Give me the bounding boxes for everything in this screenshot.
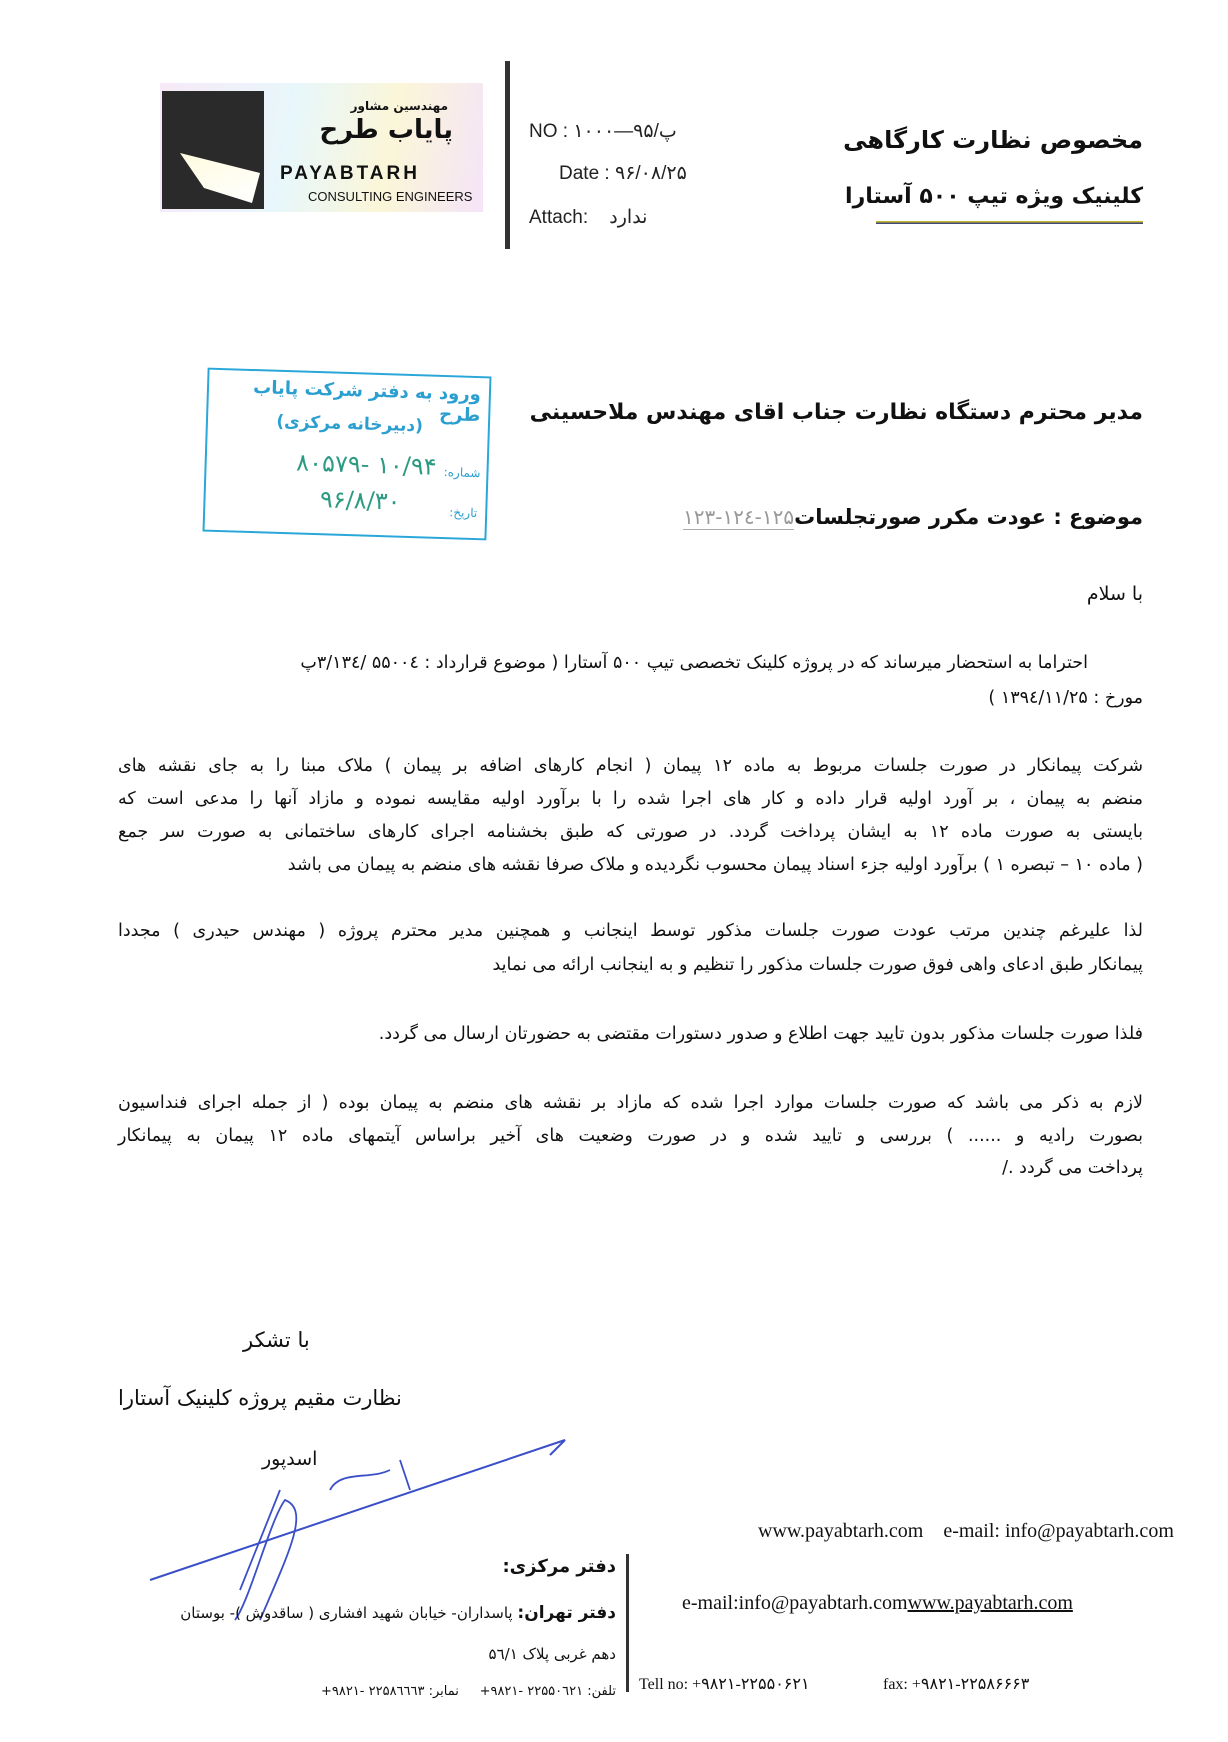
closing-signatory: نظارت مقیم پروژه کلینیک آستارا — [118, 1386, 402, 1410]
company-logo — [160, 83, 483, 212]
footer-phones-fa — [321, 1684, 616, 1699]
footer-website-bottom[interactable]: www.payabtarh.com — [907, 1592, 1073, 1614]
paragraph-3-line-2: پیمانکار طبق ادعای واهی فوق صورت جلسات مذکور را تنظیم و به اینجانب ارائه می نماید — [492, 955, 1143, 975]
signatory-name: اسدپور — [262, 1448, 318, 1470]
footer-tell-en: Tell no: +۹۸۲۱-۲۲۵۵۰۶۲۱ — [639, 1676, 810, 1693]
paragraph-3-line-1: لذا علیرغم چندین مرتب عودت صورت جلسات مذکور توسط اینجانب و همچنین مدیر محترم پروژه ( مهندس حیدری ) مجددا — [118, 921, 1143, 941]
header-underline — [876, 221, 1143, 224]
footer-top-contacts — [758, 1520, 1174, 1543]
attach-value: ندارد — [609, 207, 648, 228]
paragraph-2-line-2: منضم به پیمان ، بر آورد اولیه قرار داده و کار های اجرا شده را با برآورد اولیه مقایسه نموده و مازاد آنها را مدعی است که — [118, 789, 1143, 809]
footer-website-top[interactable]: www.payabtarh.com — [758, 1520, 924, 1542]
salutation: با سلام — [1086, 583, 1143, 605]
header-title: مخصوص نظارت کارگاهی — [843, 126, 1143, 154]
footer-fax-fa: نمابر: ۲۲۵۸٦٦٦۳ -۹۸۲۱+ — [320, 1684, 459, 1699]
logo-en: PAYABTARH — [280, 163, 420, 184]
paragraph-1-line-2: مورخ : ۱۳۹٤/۱۱/۲۵ ) — [988, 688, 1143, 708]
paragraph-2-line-1: شرکت پیمانکار در صورت جلسات مربوط به ماده ۱۲ پیمان ( انجام کارهای اضافه بر پیمان ) ملاک مبنا را به جای نقشه های — [118, 756, 1144, 776]
paragraph-4-line-1: فلذا صورت جلسات مذکور بدون تایید جهت اطلاع و صدور دستورات مقتضی به حضورتان ارسال می گردد. — [378, 1024, 1143, 1044]
footer-bottom-contacts — [682, 1592, 1073, 1615]
logo-fa-small: مهندسین مشاور — [350, 99, 448, 113]
subject-handwritten-numbers: ۱۲۵-۱۲٤-۱۲۳ — [682, 505, 795, 529]
paragraph-5-line-1: لازم به ذکر می باشد که صورت جلسات موارد اجرا شده که مازاد بر نقشه های منضم به پیمان بوده ( از جمله اجرای فنداسیون — [118, 1093, 1143, 1113]
stamp-date-value: ۹۶/۸/۳۰ — [319, 485, 401, 516]
footer-central-office: دفتر مرکزی: — [502, 1556, 616, 1577]
logo-fa: پایاب طرح — [319, 115, 453, 145]
stamp-line1: ورود به دفتر شرکت پایاب طرح — [252, 377, 482, 427]
paragraph-1-line-1: احتراما به استحضار میرساند که در پروژه کلینک تخصصی تیپ ۵۰۰ آستارا ( موضوع قرارداد : ۵۵۰۰٤ /۳/۱۳٤پ — [300, 653, 1088, 673]
footer-tehran-label: دفتر تهران: — [517, 1603, 616, 1623]
paragraph-2-line-3: بایستی به صورت ماده ۱۲ به ایشان پرداخت گردد. در صورتی که طبق بخشنامه اجرای کارهای ساختمانی به صورت سر جمع — [118, 822, 1143, 842]
stamp-number-label: شماره: — [443, 465, 481, 481]
closing-thanks: با تشکر — [243, 1328, 310, 1352]
handwritten-signature — [140, 1430, 580, 1630]
date-label: Date : — [559, 163, 610, 184]
letter-date — [559, 162, 687, 185]
header-project: کلینیک ویژه تیپ ۵۰۰ آستارا — [845, 184, 1143, 209]
paragraph-5-line-3: پرداخت می گردد ./ — [1002, 1158, 1143, 1178]
footer-email-bottom[interactable]: e-mail:info@payabtarh.com — [682, 1592, 908, 1614]
paragraph-2-line-4: ( ماده ۱۰ – تبصره ۱ ) برآورد اولیه جزء اسناد پیمان محسوب نگردیده و ملاک صرفا نقشه های منضم به پیمان می باشد — [287, 855, 1143, 875]
footer-address-line1: پاسداران- خیابان شهید افشاری ( ساقدوش )- بوستان — [180, 1604, 513, 1622]
letter-number — [529, 120, 677, 143]
footer-fax-en: fax: +۹۸۲۱-۲۲۵۸۶۶۶۳ — [883, 1676, 1030, 1693]
attach-label: Attach: — [529, 207, 589, 228]
no-label: NO : — [529, 121, 569, 142]
received-stamp — [202, 368, 491, 541]
letter-attach — [529, 206, 647, 229]
addressee: مدیر محترم دستگاه نظارت جناب اقای مهندس ملاحسینی — [529, 400, 1143, 425]
logo-en-sub: CONSULTING ENGINEERS — [308, 189, 473, 204]
footer-email-top[interactable]: e-mail: info@payabtarh.com — [943, 1520, 1174, 1542]
header-divider — [505, 61, 510, 249]
date-value: ۹۶/۰۸/۲۵ — [614, 163, 687, 184]
subject-label: موضوع : عودت مکرر صورتجلسات — [794, 505, 1143, 529]
footer-tehran-address — [180, 1603, 616, 1623]
subject — [683, 505, 1143, 529]
stamp-date-label: تاریخ: — [449, 505, 478, 521]
paragraph-5-line-2: بصورت رادیه و ...... ) بررسی و تایید شده و در صورت وضعیت های آخیر براساس آیتمهای ماده ۱۲ پیمان به پیمانکار — [118, 1126, 1143, 1146]
stamp-number-value: ۱۰/۹۴ -۸۰۵۷۹ — [295, 448, 438, 481]
footer-phone-fa: تلفن: ۲۲۵۵۰٦۲۱ -۹۸۲۱+ — [479, 1684, 616, 1699]
footer-address-line2: دهم غربی پلاک ۵٦/۱ — [488, 1645, 616, 1663]
no-value: پ/۹۵—۱۰۰۰ — [573, 121, 677, 142]
footer-divider — [626, 1554, 629, 1692]
stamp-line2: (دبیرخانه مرکزی) — [276, 411, 424, 437]
